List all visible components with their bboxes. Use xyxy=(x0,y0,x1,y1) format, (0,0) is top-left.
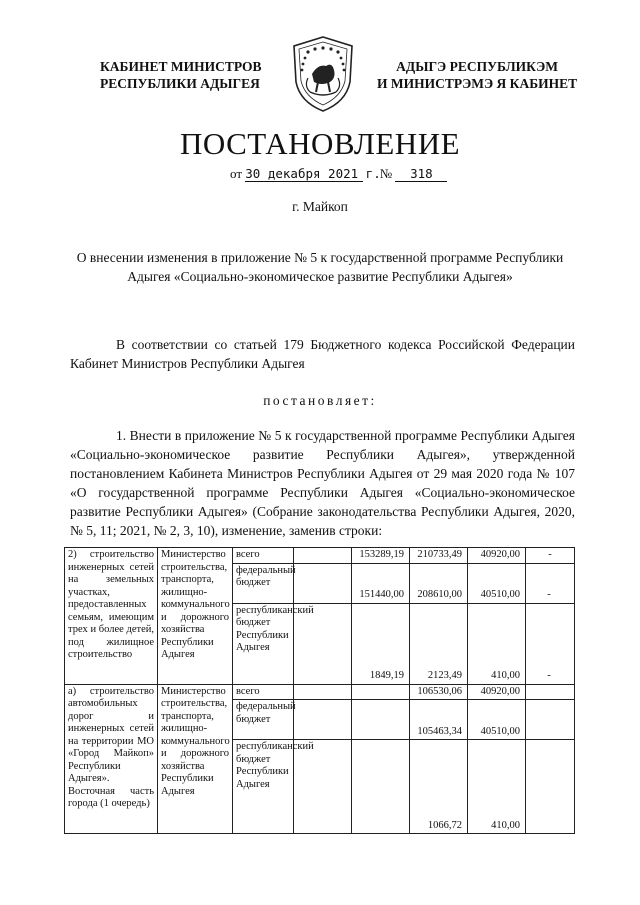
header-right-line2: И МИНИСТРЭМЭ Я КАБИНЕТ xyxy=(377,76,578,91)
row1-empty-cell xyxy=(294,563,352,603)
row2-regional-value: 1066,72 xyxy=(410,740,468,834)
row2-src-federal: федеральный бюджет xyxy=(233,700,294,740)
number-prefix: № xyxy=(379,166,393,181)
table-row xyxy=(65,684,575,700)
table-row xyxy=(65,548,575,564)
row1-regional-value: 410,00 xyxy=(468,603,526,684)
date-prefix: от xyxy=(230,166,243,181)
header-left-line1: КАБИНЕТ МИНИСТРОВ xyxy=(100,59,262,74)
preamble-paragraph xyxy=(70,335,575,373)
row1-executor: Министерство строительства, транспорта, жилищно-коммунального и дорожного хозяйства Республики Адыгея xyxy=(158,548,233,685)
row1-src-total: всего xyxy=(233,548,294,564)
row1-total-value: 210733,49 xyxy=(410,548,468,564)
header-left-line2: РЕСПУБЛИКИ АДЫГЕЯ xyxy=(100,76,260,91)
coat-of-arms-emblem xyxy=(288,34,358,114)
row2-federal-value: 105463,34 xyxy=(410,700,468,740)
row1-total-value: 153289,19 xyxy=(352,548,410,564)
row1-regional-value: 1849,19 xyxy=(352,603,410,684)
row2-empty-cell xyxy=(352,684,410,700)
row1-empty-cell xyxy=(294,548,352,564)
row2-name: а) строительство автомобильных дорог и инженерных сетей на территории МО «Город Майкоп» Республики Адыгея». Восточная часть города (1 очередь) xyxy=(65,684,158,834)
row2-src-total: всего xyxy=(233,684,294,700)
decree-word: постановляет: xyxy=(263,393,377,408)
row1-regional-value: - xyxy=(526,603,575,684)
row2-src-regional: республиканский бюджет Республики Адыгея xyxy=(233,740,294,834)
row1-regional-value: 2123,49 xyxy=(410,603,468,684)
row1-name: 2) строительство инженерных сетей на земельных участках, предоставленных семьям, имеющим трех и более детей, под жилищное строительство xyxy=(65,548,158,685)
row2-executor: Министерство строительства, транспорта, жилищно-коммунального и дорожного хозяйства Республики Адыгея xyxy=(158,684,233,834)
row2-empty-cell xyxy=(352,740,410,834)
preamble-text: В соответствии со статьей 179 Бюджетного кодекса Российской Федерации Кабинет Министров Республики Адыгея xyxy=(70,337,575,371)
row2-total-value: 40920,00 xyxy=(468,684,526,700)
row1-federal-value: - xyxy=(526,563,575,603)
program-table xyxy=(64,547,575,834)
row1-src-federal: федеральный бюджет xyxy=(233,563,294,603)
item1-text: 1. Внести в приложение № 5 к государственной программе Республики Адыгея «Социально-экономическое развитие Республики Адыгея», утвержденной постановлением Кабинета Министров Республики Адыгея от 29 мая 2020 года № 107 «О государственной программе Республики Адыгея «Социально-экономическое развитие Республики Адыгея» (Собрание законодательства Республики Адыгея, 2020, № 5, 11; 2021, № 2, 3, 10), изменение, заменив строки: xyxy=(70,428,575,538)
row1-total-value: - xyxy=(526,548,575,564)
row1-federal-value: 208610,00 xyxy=(410,563,468,603)
row2-empty-cell xyxy=(352,700,410,740)
item1-paragraph xyxy=(70,426,575,540)
document-date: 30 декабря 2021 г. xyxy=(245,166,381,181)
row2-empty-cell xyxy=(294,700,352,740)
document-subject: О внесении изменения в приложение № 5 к государственной программе Республики Адыгея «Социально-экономическое развитие Республики Адыгея» xyxy=(76,250,564,284)
row1-federal-value: 40510,00 xyxy=(468,563,526,603)
row1-src-regional: республиканский бюджет Республики Адыгея xyxy=(233,603,294,684)
row2-empty-cell xyxy=(526,700,575,740)
row2-empty-cell xyxy=(526,740,575,834)
row1-federal-value: 151440,00 xyxy=(352,563,410,603)
row2-empty-cell xyxy=(294,740,352,834)
city: г. Майкоп xyxy=(292,199,348,214)
row1-total-value: 40920,00 xyxy=(468,548,526,564)
document-number: 318 xyxy=(395,166,447,182)
document-title: ПОСТАНОВЛЕНИЕ xyxy=(179,126,461,161)
row2-regional-value: 410,00 xyxy=(468,740,526,834)
date-number-line xyxy=(230,166,447,182)
row2-empty-cell xyxy=(526,684,575,700)
header-right xyxy=(377,58,577,92)
row2-federal-value: 40510,00 xyxy=(468,700,526,740)
header-right-line1: АДЫГЭ РЕСПУБЛИКЭМ xyxy=(396,59,558,74)
row2-total-value: 106530,06 xyxy=(410,684,468,700)
header-left xyxy=(100,58,262,92)
row2-empty-cell xyxy=(294,684,352,700)
